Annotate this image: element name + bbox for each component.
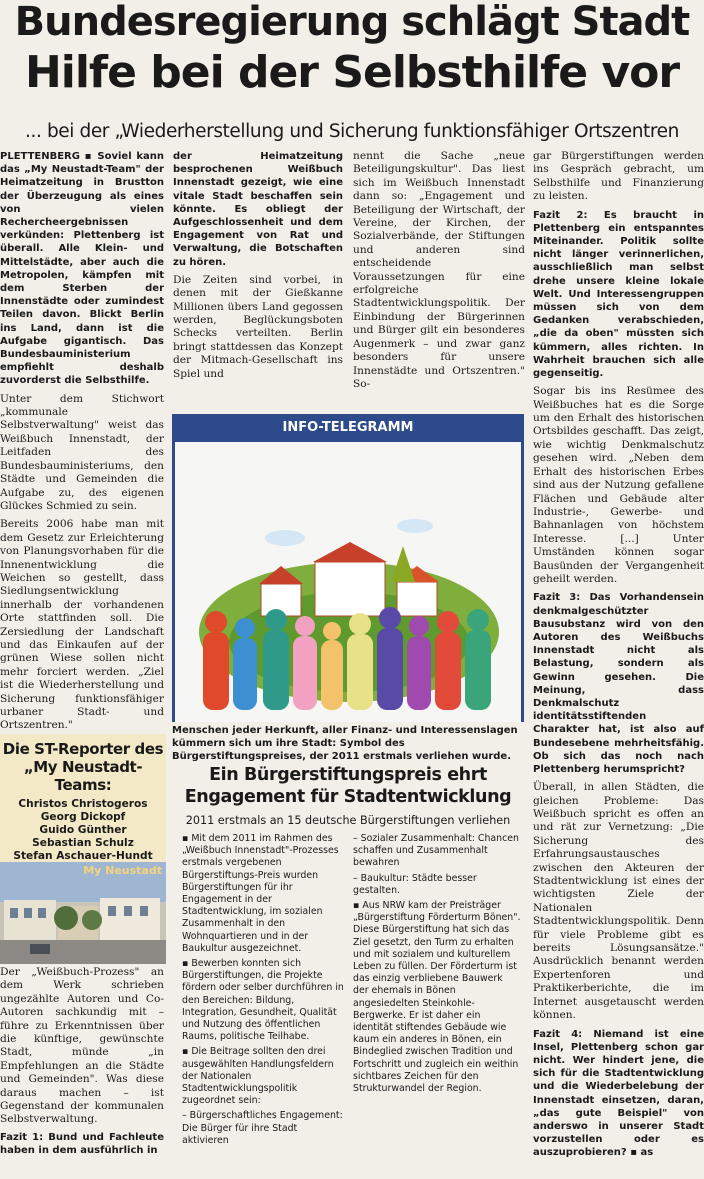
image-caption: Menschen jeder Herkunft, aller Finanz- und Interessenslagen kümmern sich um ihre Stadt: Symbol des Bürgerstiftungspreises, der 2011 erstmals verliehen wurde. xyxy=(172,725,518,762)
article-paragraph: Der „Weißbuch-Prozess" an dem Werk schrieben ungezählte Autoren und Co-Autoren sachkundig mit – führe zu Erkenntnissen über die künftige, gewünschte Stadt, münde „in Empfehlungen an die Städte und Gemeinden". Was diese daraus machen – ist Gegenstand der kommunalen Selbstverwaltung. xyxy=(0,966,164,1126)
street-photo-illustration xyxy=(0,862,166,964)
box-paragraph: – Baukultur: Städte besser gestalten. xyxy=(353,872,477,896)
reporter-title-line-2: „My Neustadt-Teams: xyxy=(23,758,143,794)
reporter-name: Christos Christogeros xyxy=(18,798,148,810)
article-paragraph: Sogar bis ins Resümee des Weißbuches hat es die Sorge um den Erhalt des historischen Ortsbildes geschafft. Das zeigt, wie wichtig Denkmalschutz gesehen wird. „Neben dem Erhalt des historischen Erbes sind aus der Nutzung gefallene Flächen und Gebäude alter Industrie-, Gewerbe- und Bahnanlagen von höchstem Interesse. [...] Unter Umständen können sogar Bausünden der Vergangenheit geheilt werden. xyxy=(533,385,704,585)
article-column-2 xyxy=(173,150,343,390)
article-paragraph: Unter dem Stichwort „kommunale Selbstverwaltung" weist das Weißbuch Innenstadt, der Leitfaden des Bundesbauministeriums, den Städte und Gemeinden die Aufgabe zu, des eigenen Glückes Schmied zu sein. xyxy=(0,392,164,512)
article-paragraph: gar Bürgerstiftungen werden ins Gespräch gebracht, um Selbsthilfe und Finanzierung zu leisten. xyxy=(533,150,704,203)
article-paragraph: nennt die Sache „neue Beteiligungskultur". Das liest sich im Weißbuch Innenstadt dann so: „Engagement und Beteiligung der Wirtschaft, der Vereine, der Kirchen, der Sozialverbände, der Stiftungen und anderen sind entscheidende Voraussetzungen für eine erfolgreiche Stadtentwicklungspolitik. Der Einbindung der Bürgerinnen und Bürger gilt ein besonderes Augenmerk – und zwar ganz besonders für unsere Innenstädte und Ortszentren." So- xyxy=(353,150,525,390)
reporter-box xyxy=(0,734,166,964)
info-telegram-label: INFO-TELEGRAMM xyxy=(282,420,414,435)
box-paragraph: – Bürgerschaftliches Engagement: Die Bürger für ihre Stadt aktivieren xyxy=(182,1110,343,1146)
box-paragraph: ▪ Mit dem 2011 im Rahmen des „Weißbuch Innenstadt"-Prozesses erstmals vergebenen Bürgerstiftungs-Preis wurden Bürgerstiftungen für ihr Engagement in der Stadtentwicklung, im sozialen Zusammenhalt in den Wohnquartieren und in der Baukultur ausgezeichnet. xyxy=(182,833,339,954)
box-headline-line-2: Engagement für Stadtentwicklung xyxy=(184,787,512,807)
box-column-1 xyxy=(182,833,346,1179)
reporter-name: Guido Günther xyxy=(39,824,127,836)
box-headline xyxy=(172,764,524,808)
headline-line-1: Bundesregierung schlägt Stadt xyxy=(14,0,690,45)
street-photo xyxy=(0,862,166,964)
article-paragraph: Überall, in allen Städten, die gleichen Probleme: Das Weißbuch spricht es offen an und rät zur Vernetzung: „Die Sicherung des Erfahrungsaustausches zwischen den Akteuren der Stadtentwicklung ist eines der wichtigsten Ziele der Nationalen Stadtentwicklungspolitik. Denn für viele Probleme gibt es bereits Lösungsansätze." Ausdrücklich benannt werden Expertenforen und Praktikerberichte, die im Internet ausgetauscht werden können. xyxy=(533,781,704,1022)
fazit-3: Fazit 3: Das Vorhandensein denkmalgeschützter Bausubstanz wird von den Autoren des Weißbuchs Innenstadt nicht als Belastung, sondern als Gewinn gesehen. Die Meinung, dass Denkmalschutz identitätsstiftenden Charakter hat, ist also auf Bundesebene mehrheitsfähig. Ob sich das noch nach Plettenberg herumspricht? xyxy=(533,592,704,775)
reporter-name: Sebastian Schulz xyxy=(32,837,134,849)
fazit-4: Fazit 4: Niemand ist eine Insel, Plettenberg schon gar nicht. Wer hindert jene, die sich für die Stadtentwicklung und die Wiederbelebung der Innenstadt einsetzen, daran, „das gute Beispiel" von anderswo in unserer Stadt vorzustellen oder es auszuprobieren? ▪ as xyxy=(533,1028,704,1159)
subheadline: ... bei der „Wiederherstellung und Sicherung funktionsfähiger Ortszentren xyxy=(25,121,679,142)
box-headline-line-1: Ein Bürgerstiftungspreis ehrt xyxy=(209,765,487,785)
box-paragraph: ▪ Die Beitrage sollten den drei ausgewählten Handlungsfeldern der Nationalen Stadtentwicklungspolitik zugeordnet sein: xyxy=(182,1046,334,1107)
box-paragraph: ▪ Aus NRW kam der Preisträger „Bürgerstiftung Förderturm Bönen". Diese Bürgerstiftung hat sich das Ziel gesetzt, den Turm zu erhalten und mit sozialem und kulturellem Leben zu füllen. Der Förderturm ist das einzig verbliebene Bauwerk der ehemals in Bönen angesiedelten Steinkohle-Bergwerke. Er ist daher ein identität stiftendes Gebäude wie kaum ein anderes in Bönen, ein Bindeglied zwischen Tradition und Fortschritt und zugleich ein weithin sichtbares Zeichen für den Strukturwandel der Region. xyxy=(353,900,521,1095)
reporter-name: Georg Dickopf xyxy=(40,811,126,823)
article-paragraph: Bereits 2006 habe man mit dem Gesetz zur Erleichterung von Planungsvorhaben für die Innenentwicklung die Weichen so gestellt, dass Siedlungsentwicklung innerhalb der vorhandenen Orte stattfinden soll. Die Zersiedlung der Landschaft und das Einkaufen auf der grünen Wiese sollen nicht mehr forciert werden. „Ziel ist die Wiederherstellung und Sicherung funktionsfähiger urbaner Stadt- und Ortszentren." xyxy=(0,518,164,732)
box-column-2 xyxy=(353,833,521,1179)
article-column-4 xyxy=(533,150,704,1179)
reporter-name: Stefan Aschauer-Hundt xyxy=(13,850,153,862)
info-telegram-box xyxy=(172,414,524,722)
article-column-1-continued xyxy=(0,966,164,1179)
article-column-3 xyxy=(353,150,525,390)
box-paragraph: ▪ Bewerben konnten sich Bürgerstiftungen, die Projekte fördern oder selber durchführen in den Bereichen: Bildung, Integration, Gesundheit, Qualität und Nutzung des öffentlichen Raums, politische Teilhabe. xyxy=(182,958,344,1043)
box-paragraph: – Sozialer Zusammenhalt: Chancen schaffen und Zusammenhalt bewahren xyxy=(353,833,519,869)
headline-line-2: Hilfe bei der Selbsthilfe vor xyxy=(24,47,680,98)
article-bold-paragraph: der Heimatzeitung besprochenen Weißbuch Innenstadt gezeigt, wie eine vitale Stadt beschaffen sein könnte. Es obliegt der Aufgeschlossenheit und dem Engagement von Rat und Verwaltung, die Botschaften zu hören. xyxy=(173,151,343,268)
reporter-title-line-1: Die ST-Reporter des xyxy=(2,740,164,758)
fazit-1: Fazit 1: Bund und Fachleute haben in dem ausführlich in xyxy=(0,1131,164,1157)
fazit-2: Fazit 2: Es braucht in Plettenberg ein entspanntes Miteinander. Politik sollte nicht länger verinnerlichen, ausschließlich man selbst drehe unsere kleine lokale Welt. Und Interessengruppen müssen sich von dem Gedanken verabschieden, „die da oben" müssten sich kümmern, alles richten. In Wahrheit brauchen sich alle gegenseitig. xyxy=(533,209,704,380)
reporter-title xyxy=(0,740,166,794)
image-label: My Neustadt xyxy=(83,864,162,877)
article-paragraph: Die Zeiten sind vorbei, in denen mit der Gießkanne Millionen übers Land gegossen werden, Beglückungsboten Schecks verteilten. Berlin bringt stattdessen das Konzept der Mitmach-Gesellschaft ins Spiel und xyxy=(173,273,343,380)
box-subline: 2011 erstmals an 15 deutsche Bürgerstiftungen verliehen xyxy=(185,814,511,827)
article-lead: PLETTENBERG ▪ Soviel kann das „My Neustadt-Team" der Heimatzeitung in Brustton der Überzeugung als eines von vielen Rechercheergebnissen verkünden: Plettenberg ist überall. Alle Klein- und Mittelstädte, aber auch die Metropolen, kämpfen mit dem Sterben der Innenstädte oder zumindest Teilen davon. Blickt Berlin ins Land, dann ist die Aufgabe gigantisch. Das Bundesbauministerium empfiehlt deshalb zuvorderst die Selbsthilfe. xyxy=(0,151,164,387)
city-illustration xyxy=(175,442,521,722)
people-city-illustration xyxy=(175,442,521,722)
